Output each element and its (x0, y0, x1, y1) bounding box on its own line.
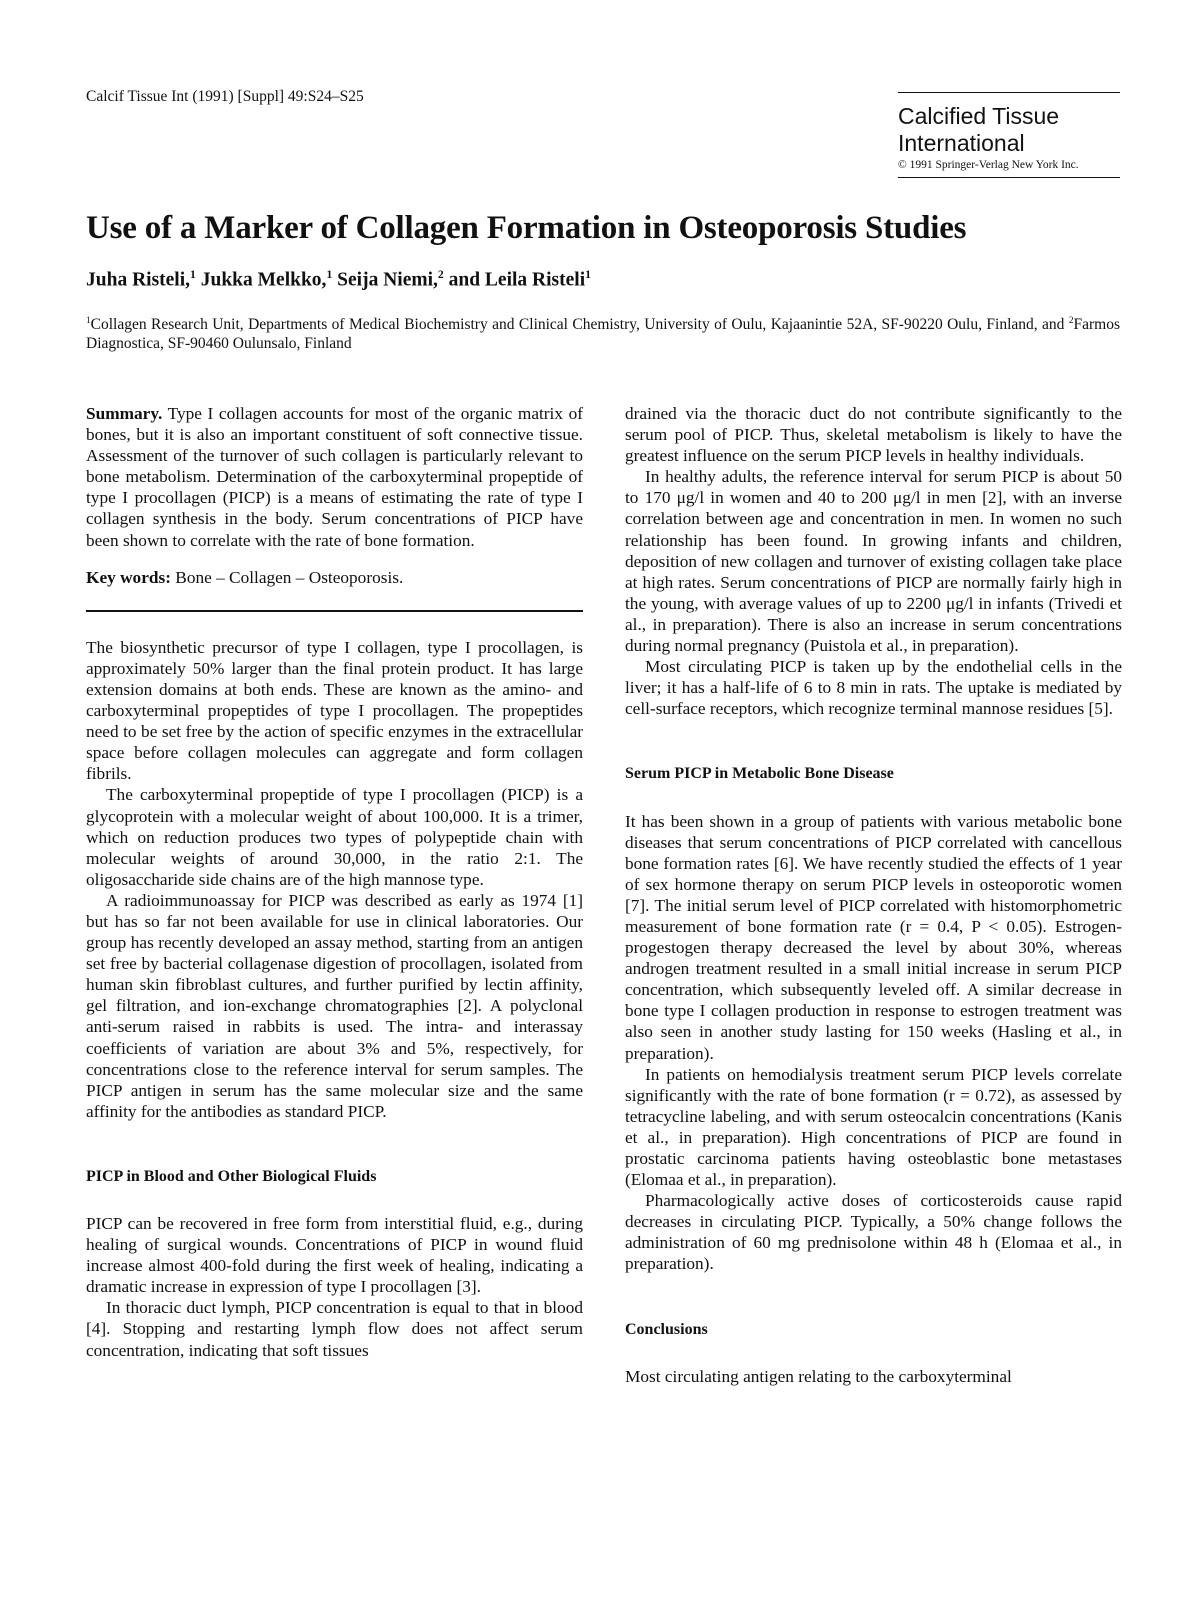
affiliation-1: Collagen Research Unit, Departments of Medical Biochemistry and Clinical Chemistry, University of Oulu, Kajaanintie 52A, SF-90220 Oulu, Finland, and (90, 316, 1069, 334)
keywords-label: Key words: (86, 567, 171, 587)
summary-label: Summary. (86, 404, 163, 423)
body-paragraph: Pharmacologically active doses of corticosteroids cause rapid decreases in circulating PICP. Typically, a 50% change follows the administration of 60 mg prednisolone within 48 h (Elomaa et al., in preparation). (625, 1191, 1122, 1274)
author-2: Jukka Melkko, (200, 269, 327, 291)
affiliation-2: Farmos Diagnostica, SF-90460 Oulunsalo, Finland (86, 316, 1120, 353)
journal-name-line1: Calcified Tissue (898, 103, 1060, 129)
author-1: Juha Risteli, (86, 269, 191, 291)
body-paragraph: It has been shown in a group of patients with various metabolic bone diseases that serum concentrations of PICP correlated with cancellous bone formation rates [6]. We have recently studied the effects of 1 year of sex hormone therapy on serum PICP levels in osteoporotic women [7]. The initial serum level of PICP correlated with histomorphometric measurement of bone formation rate (r = 0.4, P < 0.05). Estrogen-progestogen therapy decreased the level by about 30%, whereas androgen treatment resulted in a small initial increase in serum PICP concentration, which subsequently leveled off. A similar decrease in bone type I collagen production in response to estrogen treatment was also seen in another study lasting for 150 weeks (Hasling et al., in preparation). (625, 811, 1122, 1063)
journal-name-line2: International (898, 130, 1025, 156)
summary-text: Type I collagen accounts for most of the organic matrix of bones, but it is also an important constituent of soft connective tissue. Assessment of the turnover of such collagen is particularly relevant to bone metabolism. Determination of the carboxyterminal propeptide of type I procollagen (PICP) is a means of estimating the rate of type I collagen synthesis in the body. Serum concentrations of PICP have been shown to correlate with the rate of bone formation. (86, 404, 583, 550)
affil-mark: 1 (190, 268, 196, 281)
body-paragraph: A radioimmunoassay for PICP was described as early as 1974 [1] but has so far not been available for use in clinical laboratories. Our group has recently developed an assay method, starting from an antigen set free by bacterial collagenase digestion of procollagen, isolated from human skin fibroblast cultures, and further purified by lectin affinity, gel filtration, and ion-exchange chromatographies [2]. A polyclonal anti-serum raised in rabbits is used. The intra- and interassay coefficients of variation are about 3% and 5%, respectively, for concentrations close to the reference interval for serum samples. The PICP antigen in serum has the same molecular size and the same affinity for the antibodies as standard PICP. (86, 890, 583, 1121)
copyright-notice: © 1991 Springer-Verlag New York Inc. (898, 159, 1079, 171)
body-paragraph: In healthy adults, the reference interval for serum PICP is about 50 to 170 μg/l in women and 40 to 200 μg/l in men [2], with an inverse correlation between age and concentration in men. In women no such relationship has been found. In growing infants and children, deposition of new collagen and turnover of existing collagen take place at high rates. Serum concentrations of PICP are normally fairly high in the young, with average values of up to 2200 μg/l in infants (Trivedi et al., in preparation). There is also an increase in serum concentrations during normal pregnancy (Puistola et al., in preparation). (625, 467, 1122, 656)
author-list (86, 268, 591, 292)
affil-mark: 1 (326, 268, 333, 281)
section-heading: Conclusions (625, 1320, 708, 1338)
affil-mark: 1 (86, 316, 91, 326)
left-column (86, 403, 583, 1361)
affil-mark: 2 (437, 268, 444, 281)
journal-citation: Calcif Tissue Int (1991) [Suppl] 49:S24–S25 (86, 88, 364, 105)
affil-mark: 1 (585, 268, 591, 281)
section-heading: Serum PICP in Metabolic Bone Disease (625, 765, 894, 783)
article-title: Use of a Marker of Collagen Formation in Osteoporosis Studies (86, 210, 967, 246)
body-paragraph: The biosynthetic precursor of type I collagen, type I procollagen, is approximately 50% larger than the final protein product. It has large extension domains at both ends. These are known as the amino- and carboxyterminal propeptides of type I procollagen. The propeptides need to be set free by the action of specific enzymes in the extracellular space before collagen molecules can aggregate and form collagen fibrils. (86, 637, 583, 784)
affil-mark: 2 (1068, 316, 1074, 326)
abstract-divider (86, 610, 583, 612)
right-column (625, 403, 1122, 1387)
body-paragraph: Most circulating antigen relating to the carboxyterminal (625, 1366, 1012, 1386)
body-paragraph: drained via the thoracic duct do not contribute significantly to the serum pool of PICP. Thus, skeletal metabolism is likely to have the greatest influence on the serum PICP levels in healthy individuals. (625, 404, 1122, 466)
summary-paragraph (86, 403, 583, 551)
keywords-text: Bone – Collagen – Osteoporosis. (175, 567, 404, 587)
section-heading: PICP in Blood and Other Biological Fluids (86, 1167, 377, 1185)
affiliations (86, 312, 1120, 353)
body-paragraph: PICP can be recovered in free form from interstitial fluid, e.g., during healing of surgical wounds. Concentrations of PICP in wound fluid increase almost 400-fold during the first week of healing, indicating a dramatic increase in expression of type I procollagen [3]. (86, 1214, 583, 1297)
author-4: and Leila Risteli (448, 269, 586, 291)
author-3: Seija Niemi, (337, 269, 438, 291)
journal-masthead (898, 92, 1120, 178)
body-paragraph: In patients on hemodialysis treatment serum PICP levels correlate significantly with the rate of bone formation (r = 0.72), as assessed by tetracycline labeling, and with serum osteocalcin concentrations (Kanis et al., in preparation). High concentrations of PICP are found in prostatic carcinoma patients having osteoblastic bone metastases (Elomaa et al., in preparation). (625, 1064, 1122, 1190)
body-paragraph: In thoracic duct lymph, PICP concentration is equal to that in blood [4]. Stopping and restarting lymph flow does not affect serum concentration, indicating that soft tissues (86, 1298, 583, 1360)
body-paragraph: The carboxyterminal propeptide of type I procollagen (PICP) is a glycoprotein with a molecular weight of about 100,000. It is a trimer, which on reduction produces two types of polypeptide chain with molecular weights of around 30,000, in the ratio 2:1. The oligosaccharide side chains are of the high mannose type. (86, 785, 583, 889)
body-paragraph: Most circulating PICP is taken up by the endothelial cells in the liver; it has a half-life of 6 to 8 min in rats. The uptake is mediated by cell-surface receptors, which recognize terminal mannose residues [5]. (625, 657, 1122, 719)
keywords-paragraph (86, 567, 583, 588)
